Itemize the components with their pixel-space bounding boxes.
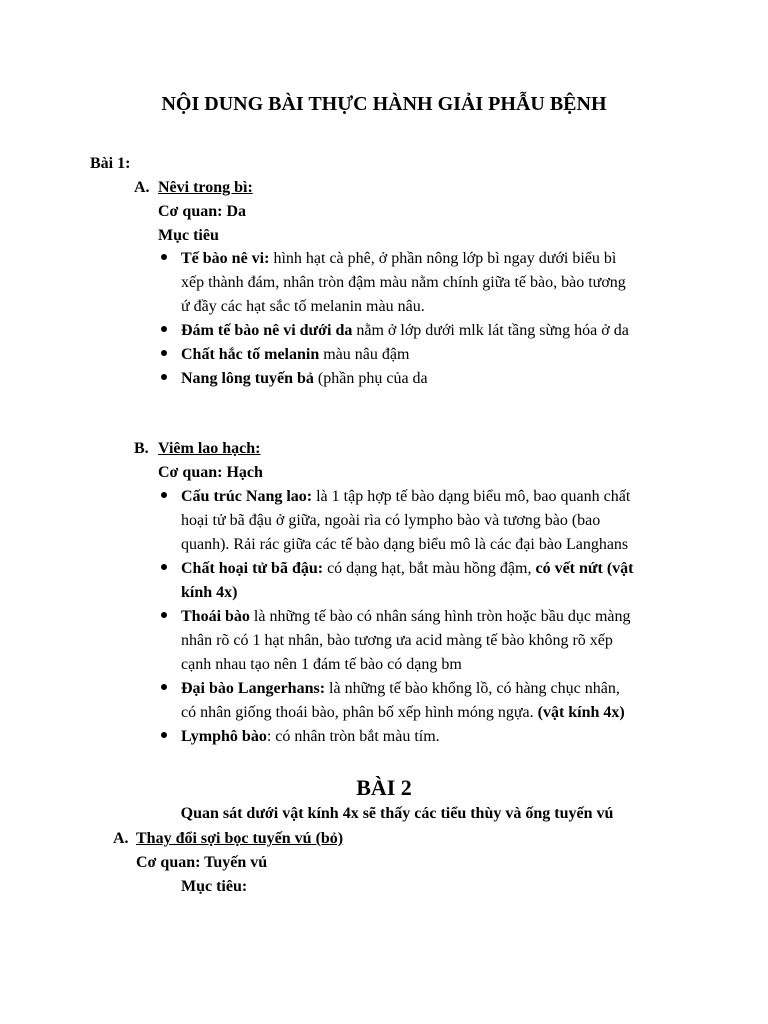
bai2-section-a-organ: Cơ quan: Tuyến vú: [136, 854, 268, 871]
bullet-icon: [161, 492, 167, 498]
bai2-section-a-title: Thay đổi sợi bọc tuyến vú (bỏ): [136, 830, 344, 847]
list-item: Nang lông tuyến bả (phần phụ của da: [181, 370, 428, 387]
section-a-title: Nêvi trong bì:: [158, 179, 253, 196]
list-item-continuation: nhân rõ có 1 hạt nhân, bào tương ưa acid màng tế bào không rõ xếp: [181, 632, 613, 649]
list-item-continuation: có nhân giống thoái bào, phân bố xếp hình móng ngựa. (vật kính 4x): [181, 704, 625, 721]
bullet-icon: [161, 684, 167, 690]
list-item-continuation: cạnh nhau tạo nên 1 đám tế bào có dạng bm: [181, 656, 462, 673]
bai2-heading: BÀI 2: [356, 775, 412, 800]
list-item: Đám tế bào nê vi dưới da nằm ở lớp dưới mlk lát tầng sừng hóa ở da: [181, 322, 629, 339]
bullet-icon: [161, 254, 167, 260]
list-item-continuation: hoại tử bã đậu ở giữa, ngoài rìa có lympho bào và tương bào (bao: [181, 512, 601, 529]
bai2-section-a-marker: A.: [113, 830, 129, 847]
list-item-continuation: ứ đầy các hạt sắc tố melanin màu nâu.: [181, 298, 425, 315]
bullet-icon: [161, 564, 167, 570]
section-b-title: Viêm lao hạch:: [158, 440, 261, 457]
list-item: Cấu trúc Nang lao: là 1 tập hợp tế bào dạng biểu mô, bao quanh chất: [181, 488, 631, 505]
list-item-continuation: kính 4x): [181, 584, 238, 601]
bullet-icon: [161, 326, 167, 332]
list-item: Đại bào Langerhans: là những tế bào khổng lồ, có hàng chục nhân,: [181, 680, 620, 697]
bullet-icon: [161, 732, 167, 738]
section-a-marker: A.: [134, 179, 150, 196]
bai1-heading: Bài 1:: [90, 155, 131, 172]
section-a-organ: Cơ quan: Da: [158, 203, 246, 220]
page-title: NỘI DUNG BÀI THỰC HÀNH GIẢI PHẪU BỆNH: [161, 93, 607, 115]
list-item: Lymphô bào: có nhân tròn bắt màu tím.: [181, 728, 440, 745]
bullet-icon: [161, 612, 167, 618]
bullet-icon: [161, 350, 167, 356]
list-item: Chất hắc tố melanin màu nâu đậm: [181, 346, 410, 363]
list-item-continuation: xếp thành đám, nhân tròn đậm màu nằm chính giữa tế bào, bào tương: [181, 274, 626, 291]
bai2-section-a-objective: Mục tiêu:: [181, 878, 248, 895]
list-item: Thoái bào là những tế bào có nhân sáng hình tròn hoặc bầu dục màng: [181, 608, 631, 625]
list-item: Chất hoại tử bã đậu: có dạng hạt, bắt màu hồng đậm, có vết nứt (vật: [181, 560, 634, 577]
list-item: Tế bào nê vi: hình hạt cà phê, ở phần nông lớp bì ngay dưới biểu bì: [181, 250, 617, 267]
section-b-marker: B.: [134, 440, 149, 457]
section-b-organ: Cơ quan: Hạch: [158, 464, 263, 481]
list-item-continuation: quanh). Rải rác giữa các tế bào dạng biểu mô là các đại bào Langhans: [181, 536, 629, 553]
bai2-subtitle: Quan sát dưới vật kính 4x sẽ thấy các tiểu thùy và ống tuyến vú: [180, 805, 614, 822]
bullet-icon: [161, 374, 167, 380]
section-a-objective: Mục tiêu: [158, 227, 219, 244]
